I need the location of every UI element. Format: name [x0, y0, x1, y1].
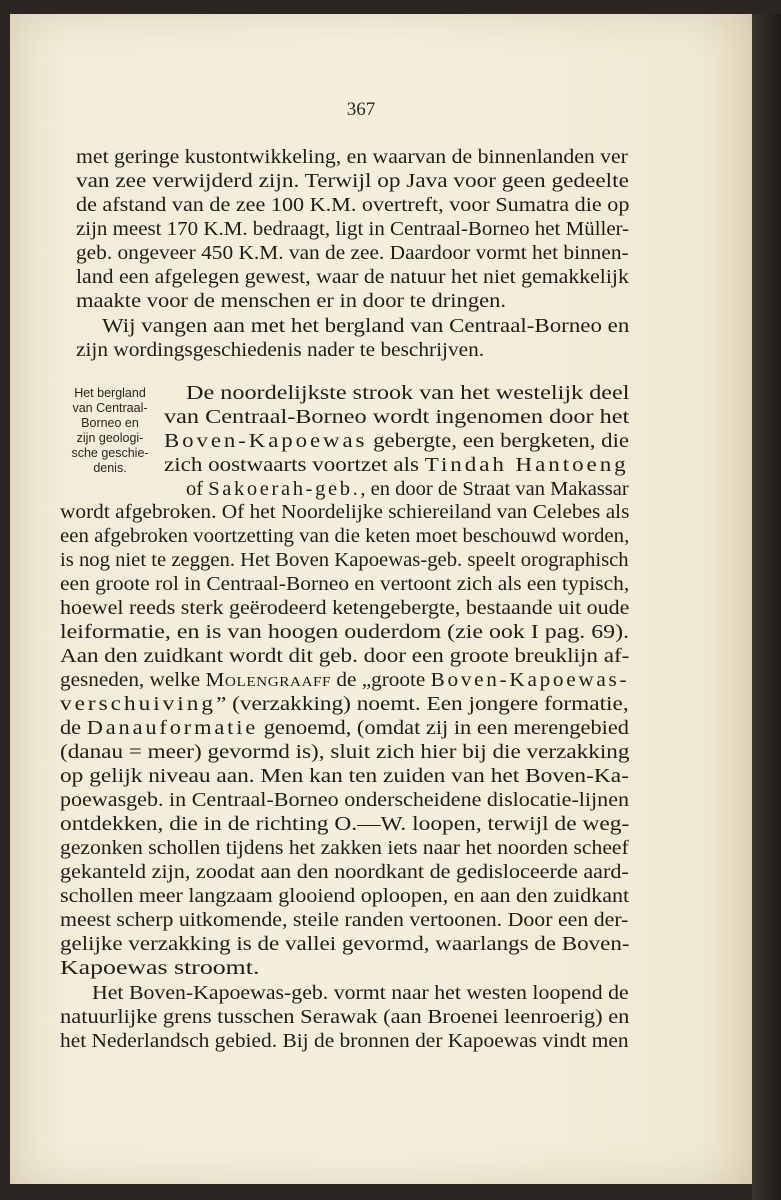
- text-line: maakte voor de menschen er in door te dringen.: [76, 291, 506, 312]
- text-line: hoewel reeds sterk geërodeerd ketengebergte, bestaande uit oude: [60, 598, 630, 619]
- margin-note-line: van Centraal-: [72, 401, 148, 415]
- text-line: verschuiving” (verzakking) noemt. Een jongere formatie,: [60, 694, 629, 715]
- text-line: geb. ongeveer 450 K.M. van de zee. Daardoor vormt het binnen-: [76, 243, 629, 264]
- text-line: met geringe kustontwikkeling, en waarvan de binnenlanden ver: [76, 147, 628, 168]
- text-line: gesneden, welke Molengraaff de „groote Boven-Kapoewas-: [60, 670, 630, 691]
- margin-note-line: zijn geologi-: [76, 431, 144, 445]
- text-line: Aan den zuidkant wordt dit geb. door een groote breuklijn af-: [60, 646, 630, 667]
- margin-note-line: sche geschie-: [71, 446, 149, 460]
- text-line: Het Boven-Kapoewas-geb. vormt naar het westen loopend de: [92, 983, 629, 1004]
- text-line: zijn wordingsgeschiedenis nader te beschrijven.: [76, 340, 485, 361]
- text-line: De noordelijkste strook van het westelijk deel: [186, 383, 630, 404]
- text-line: zijn meest 170 K.M. bedraagt, ligt in Centraal-Borneo het Müller-: [76, 219, 630, 240]
- book-edge-shadow: [752, 14, 781, 1200]
- margin-note-line: Het bergland: [74, 386, 146, 400]
- margin-note-line: Borneo en: [81, 416, 139, 430]
- text-line: de Danauformatie genoemd, (omdat zij in een merengebied: [60, 718, 629, 739]
- text-line: natuurlijke grens tusschen Serawak (aan Broenei leenroerig) en: [60, 1007, 630, 1028]
- text-line: meest scherp uitkomende, steile randen vertoonen. Door een der-: [60, 910, 629, 931]
- margin-note: [64, 386, 156, 476]
- text-line: (danau = meer) gevormd is), sluit zich hier bij die verzakking: [60, 742, 630, 763]
- text-line: is nog niet te zeggen. Het Boven Kapoewas-geb. speelt orographisch: [60, 550, 629, 571]
- text-line: op gelijk niveau aan. Men kan ten zuiden van het Boven-Ka-: [60, 766, 629, 787]
- text-line: schollen meer langzaam glooiend oploopen, en aan den zuidkant: [60, 886, 630, 907]
- text-line: het Nederlandsch gebied. Bij de bronnen der Kapoewas vindt men: [60, 1031, 629, 1052]
- text-line: gelijke verzakking is de vallei gevormd, waarlangs de Boven-: [60, 934, 630, 955]
- text-line: van Centraal-Borneo wordt ingenomen door het: [164, 407, 630, 428]
- text-line: een groote rol in Centraal-Borneo en vertoont zich als een typisch,: [60, 574, 630, 595]
- text-line: de afstand van de zee 100 K.M. overtreft, voor Sumatra die op: [76, 195, 630, 216]
- page-number: 367: [346, 99, 376, 120]
- text-line: land een afgelegen gewest, waar de natuur het niet gemakkelijk: [76, 267, 629, 288]
- text-line: van zee verwijderd zijn. Terwijl op Java voor geen gedeelte: [76, 171, 629, 192]
- text-line: gekanteld zijn, zoodat aan den noordkant de gedisloceerde aard-: [60, 862, 629, 883]
- text-line: een afgebroken voortzetting van die keten moet beschouwd worden,: [60, 526, 630, 547]
- text-line: poewasgeb. in Centraal-Borneo onderscheidene dislocatie-lijnen: [60, 790, 630, 811]
- text-line: leiformatie, en is van hoogen ouderdom (zie ook I pag. 69).: [60, 622, 630, 643]
- margin-note-line: denis.: [93, 461, 127, 475]
- text-line: gezonken schollen tijdens het zakken iets naar het noorden scheef: [60, 838, 629, 859]
- text-line: Boven-Kapoewas gebergte, een bergketen, die: [164, 431, 630, 452]
- text-line: Kapoewas stroomt.: [60, 958, 260, 979]
- text-line: wordt afgebroken. Of het Noordelijke schiereiland van Celebes als: [60, 502, 630, 523]
- text-line: ontdekken, die in de richting O.—W. loopen, terwijl de weg-: [60, 814, 630, 835]
- text-line: Wij vangen aan met het bergland van Centraal-Borneo en: [102, 316, 630, 337]
- text-line: of Sakoerah-geb., en door de Straat van Makassar: [186, 479, 629, 500]
- text-line: zich oostwaarts voortzet als Tindah Hantoeng: [164, 455, 629, 476]
